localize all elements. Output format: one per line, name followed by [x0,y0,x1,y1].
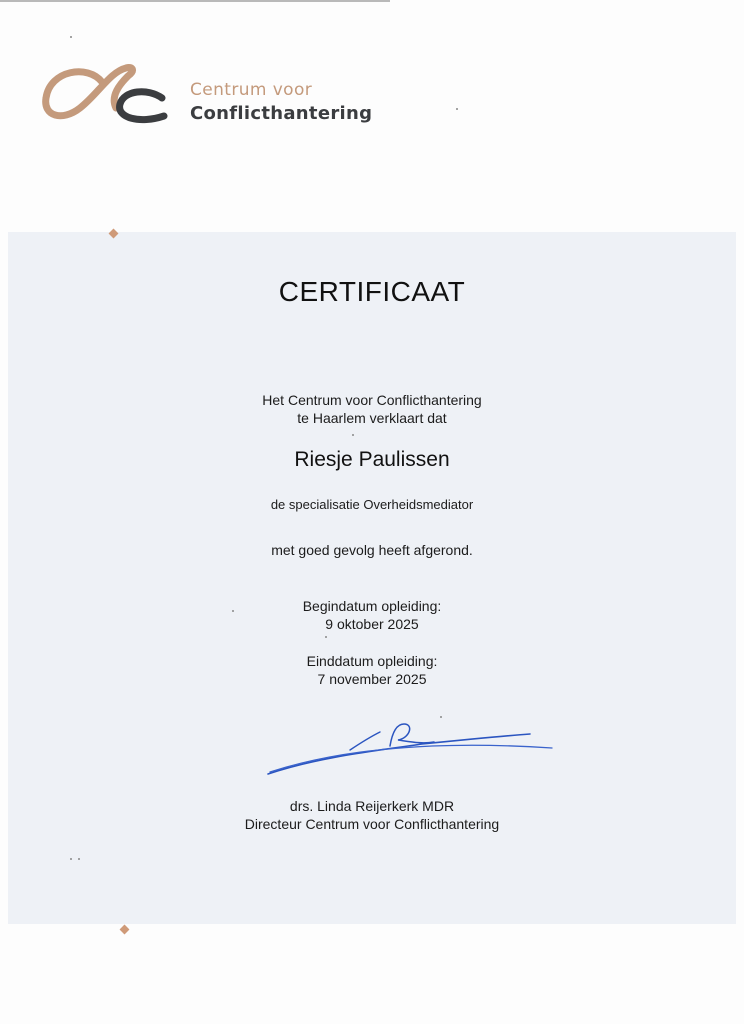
scan-speck [70,36,72,38]
completion-statement: met goed gevolg heeft afgerond. [271,542,473,558]
start-date-label: Begindatum opleiding: [302,598,442,614]
scan-speck [440,716,442,718]
scan-speck [232,610,234,612]
start-date: 9 oktober 2025 [325,616,419,632]
intro-line-2: te Haarlem verklaart dat [297,410,447,426]
scan-speck [352,434,354,436]
specialization: de specialisatie Overheidsmediator [270,497,474,512]
diamond-ornament-bottom [120,925,130,935]
scan-speck [78,858,80,860]
scan-speck [70,858,72,860]
scan-edge [0,0,390,2]
scan-speck [325,636,327,638]
end-date-label: Einddatum opleiding: [306,653,438,669]
signatory-name: drs. Linda Reijerkerk MDR [289,798,455,814]
recipient-name: Riesje Paulissen [294,448,450,471]
signature [262,712,562,792]
signatory-role: Directeur Centrum voor Conflicthantering [244,816,500,832]
intro-line-1: Het Centrum voor Conflicthantering [262,392,482,408]
certificate-title: CERTIFICAAT [278,276,466,307]
logo-mark-icon [40,60,180,135]
scan-speck [456,108,458,110]
organization-logo [40,60,373,135]
logo-text-line1: Centrum voor [190,80,313,100]
logo-text-line2: Conflicthantering [190,103,373,124]
end-date: 7 november 2025 [317,671,427,687]
